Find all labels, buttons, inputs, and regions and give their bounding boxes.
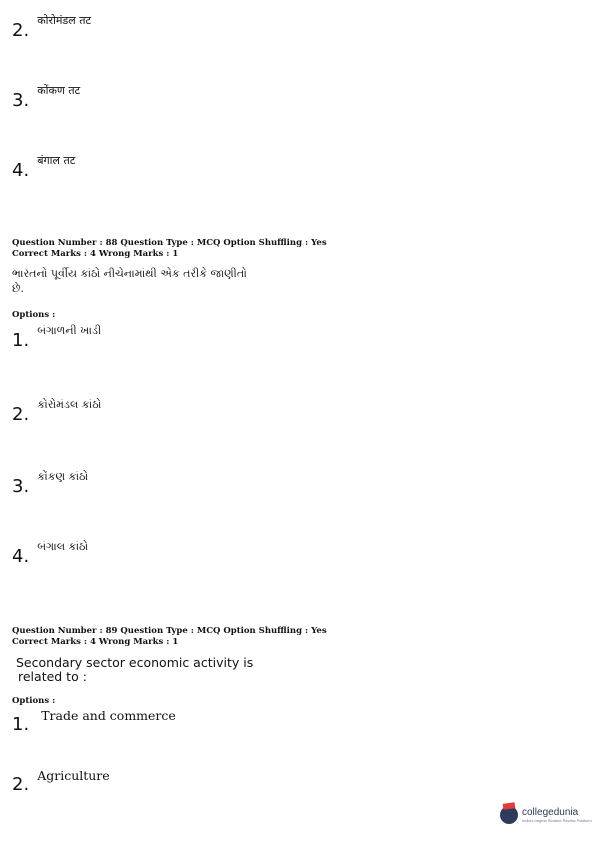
option-text: कोरोमंडल तट xyxy=(37,14,92,27)
logo-tagline: India's largest Student Review Platform xyxy=(522,817,592,823)
option-number: 4. xyxy=(12,160,30,181)
option-text: Agriculture xyxy=(37,768,110,783)
question-89-option-2 xyxy=(12,768,110,794)
collegedunia-logo xyxy=(500,806,592,824)
question-89-line-1: Secondary sector economic activity is xyxy=(16,655,254,670)
option-text: કોરોમંડલ કાંઠો xyxy=(37,398,102,411)
question-89-text xyxy=(16,656,276,684)
question-88-option-4 xyxy=(12,540,88,566)
option-number: 4. xyxy=(12,546,30,567)
option-number: 1. xyxy=(12,330,30,351)
question-89-marks: Correct Marks : 4 Wrong Marks : 1 xyxy=(12,637,179,647)
question-88-line-1: ભારતનો પૂર્વીય કાંઠો નીચેનામાંથી એક તરીકે જાણીતો xyxy=(12,267,247,280)
question-88-text xyxy=(12,266,272,296)
question-89-meta xyxy=(12,626,327,648)
question-88-options-label: Options : xyxy=(12,310,56,320)
question-89-line-2: related to : xyxy=(18,669,87,684)
question-88-line-2: છે. xyxy=(12,282,24,295)
option-number: 2. xyxy=(12,404,30,425)
graduate-cap-icon xyxy=(500,806,518,824)
option-text: Trade and commerce xyxy=(41,708,176,723)
option-text: કોંકણ કાંઠો xyxy=(37,470,89,483)
option-number: 2. xyxy=(12,774,30,795)
option-4-previous-question xyxy=(12,154,75,180)
option-text: બંગાળની ખાડી xyxy=(37,324,102,337)
option-number: 2. xyxy=(12,20,30,41)
option-text: बंगाल तट xyxy=(37,154,76,167)
question-88-option-2 xyxy=(12,398,101,424)
option-text: બંગાલ કાંઠો xyxy=(37,540,89,553)
option-number: 1. xyxy=(12,714,30,735)
question-88-header: Question Number : 88 Question Type : MCQ Option Shuffling : Yes xyxy=(12,238,327,248)
option-2-previous-question xyxy=(12,14,91,40)
question-89-header: Question Number : 89 Question Type : MCQ Option Shuffling : Yes xyxy=(12,626,327,636)
question-88-meta xyxy=(12,238,327,260)
option-number: 3. xyxy=(12,476,30,497)
option-3-previous-question xyxy=(12,84,80,110)
question-88-option-1 xyxy=(12,324,101,350)
logo-name: collegedunia xyxy=(522,806,579,818)
question-89-option-1 xyxy=(12,708,176,734)
option-number: 3. xyxy=(12,90,30,111)
question-89-options-label: Options : xyxy=(12,696,56,706)
question-88-marks: Correct Marks : 4 Wrong Marks : 1 xyxy=(12,249,179,259)
option-text: कोंकण तट xyxy=(37,84,81,97)
question-88-option-3 xyxy=(12,470,88,496)
